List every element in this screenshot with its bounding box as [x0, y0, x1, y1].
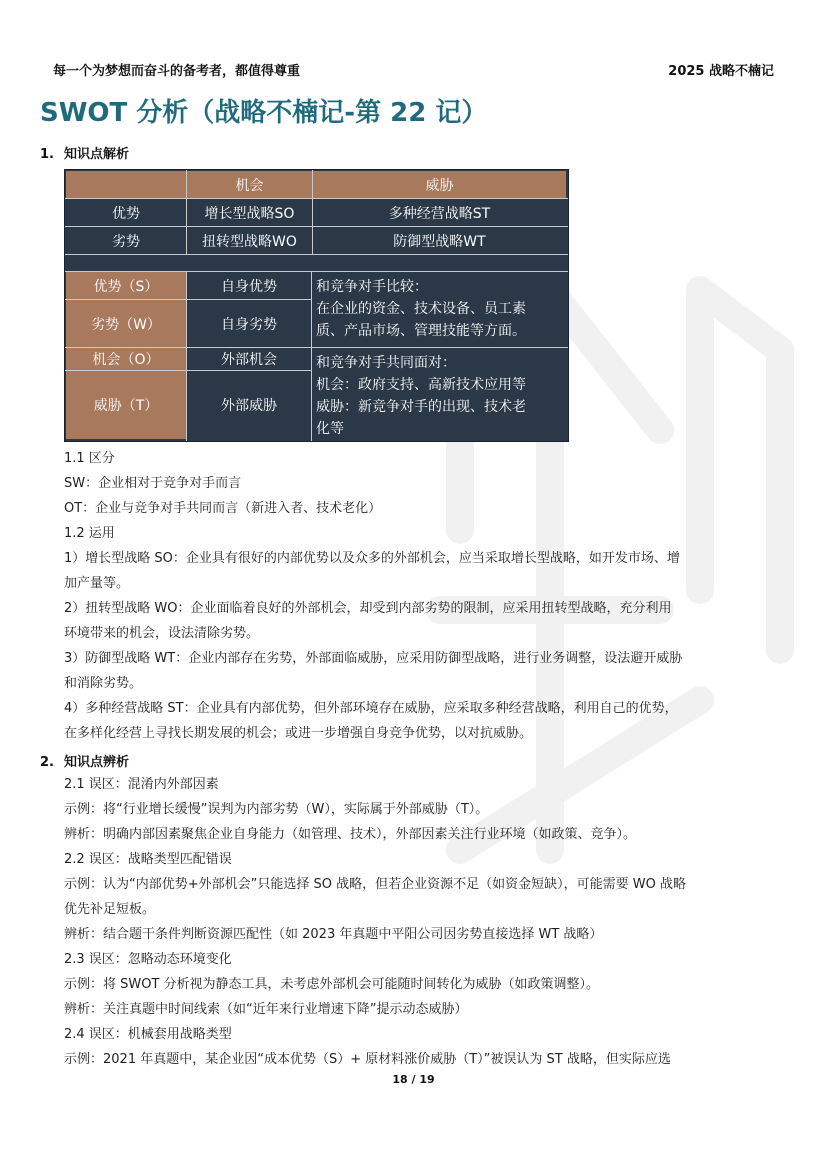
section-number: 1. [40, 147, 54, 162]
divider [65, 299, 311, 300]
strategy-so: 增长型战略SO [204, 205, 295, 222]
table-header-opportunity: 机会 [187, 171, 312, 198]
paragraph: 4）多种经营战略 ST：企业具有内部优势，但外部环境存在威胁，应采取多种经营战略，利用自己的优势， [64, 701, 678, 716]
section-heading-1 [40, 143, 129, 162]
divider [65, 198, 568, 199]
divider [65, 370, 311, 371]
swot-table [64, 169, 569, 442]
paragraph: 2.4 误区：机械套用战略类型 [64, 1027, 232, 1042]
row-label-weakness: 劣势 [112, 233, 140, 250]
row-label-strength: 优势 [112, 205, 140, 222]
divider [65, 226, 568, 227]
strategy-wo: 扭转型战略WO [202, 233, 297, 250]
section-label: 知识点解析 [64, 147, 130, 162]
swot-mid-t: 外部威胁 [221, 398, 277, 414]
external-description [312, 348, 567, 439]
page-number: 18 / 19 [392, 1073, 435, 1086]
internal-description [312, 272, 567, 347]
paragraph: 1）增长型战略 SO：企业具有很好的内部优势以及众多的外部机会，应当采取增长型战略，如开发市场、增 [64, 551, 680, 566]
page-title: SWOT 分析（战略不楠记-第 22 记） [40, 98, 488, 128]
paragraph: 辨析：结合题干条件判断资源匹配性（如 2023 年真题中平阳公司因劣势直接选择 WT 战略） [64, 927, 603, 942]
paragraph: SW：企业相对于竞争对手而言 [64, 476, 242, 491]
header-series: 2025 战略不楠记 [668, 64, 774, 79]
divider [311, 271, 312, 441]
swot-mid-w: 自身劣势 [221, 316, 277, 333]
swot-mid-s: 自身优势 [221, 278, 277, 295]
paragraph: 和消除劣势。 [64, 676, 143, 691]
paragraph: 1.1 区分 [64, 451, 115, 466]
header-motto: 每一个为梦想而奋斗的备考者，都值得尊重 [53, 64, 301, 79]
section-label: 知识点辨析 [64, 755, 130, 770]
paragraph: 2）扭转型战略 WO：企业面临着良好的外部机会，却受到内部劣势的限制，应采用扭转型战略，充分利用 [64, 601, 672, 616]
description-line: 机会：政府支持、高新技术应用等 [316, 377, 526, 393]
divider [65, 347, 568, 348]
paragraph: 示例：认为“内部优势+外部机会”只能选择 SO 战略，但若企业资源不足（如资金短缺），可能需要 WO 战略 [64, 877, 686, 892]
table-corner-cell [66, 171, 186, 198]
description-line: 在企业的资金、技术设备、员工素 [316, 301, 526, 317]
divider [186, 271, 187, 441]
divider [186, 170, 187, 254]
paragraph: 环境带来的机会，设法清除劣势。 [64, 626, 260, 641]
strategy-wt: 防御型战略WT [393, 233, 486, 250]
description-line: 质、产品市场、管理技能等方面。 [316, 323, 526, 339]
divider [312, 170, 313, 254]
paragraph: 辨析：关注真题中时间线索（如“近年来行业增速下降”提示动态威胁） [64, 1002, 468, 1017]
paragraph: 2.2 误区：战略类型匹配错误 [64, 852, 232, 867]
paragraph: 加产量等。 [64, 576, 130, 591]
paragraph: 3）防御型战略 WT：企业内部存在劣势，外部面临威胁，应采用防御型战略，进行业务调整，设法避开威胁 [64, 651, 683, 666]
paragraph: 2.3 误区：忽略动态环境变化 [64, 952, 232, 967]
paragraph: 示例：将 SWOT 分析视为静态工具，未考虑外部机会可能随时间转化为威胁（如政策调整）。 [64, 977, 600, 992]
paragraph: 在多样化经营上寻找长期发展的机会；或进一步增强自身竞争优势，以对抗威胁。 [64, 726, 533, 741]
strategy-st: 多种经营战略ST [388, 205, 491, 222]
section-2-body [64, 772, 787, 1072]
swot-mid-o: 外部机会 [221, 352, 277, 368]
paragraph: OT：企业与竞争对手共同而言（新进入者、技术老化） [64, 501, 382, 516]
paragraph: 优先补足短板。 [64, 902, 156, 917]
swot-label-o: 机会（O） [66, 348, 186, 370]
section-heading-2 [40, 751, 129, 770]
table-header-threat: 威胁 [313, 171, 566, 198]
description-line: 和竞争对手共同面对： [316, 355, 456, 371]
swot-label-w: 劣势（W） [66, 300, 186, 347]
section-number: 2. [40, 755, 54, 770]
paragraph: 示例：2021 年真题中，某企业因“成本优势（S）+ 原材料涨价威胁（T）”被误认为 ST 战略，但实际应选 [64, 1052, 671, 1067]
swot-label-t: 威胁（T） [66, 371, 186, 439]
section-1-body [64, 446, 787, 746]
paragraph: 辨析：明确内部因素聚焦企业自身能力（如管理、技术），外部因素关注行业环境（如政策、竞争）。 [64, 827, 637, 842]
paragraph: 1.2 运用 [64, 526, 115, 541]
paragraph: 2.1 误区：混淆内外部因素 [64, 777, 219, 792]
divider [65, 254, 568, 255]
description-line: 化等 [316, 421, 344, 437]
description-line: 和竞争对手比较： [316, 279, 428, 295]
swot-label-s: 优势（S） [66, 272, 186, 299]
description-line: 威胁：新竞争对手的出现、技术老 [316, 399, 526, 415]
paragraph: 示例：将“行业增长缓慢”误判为内部劣势（W），实际属于外部威胁（T）。 [64, 802, 489, 817]
